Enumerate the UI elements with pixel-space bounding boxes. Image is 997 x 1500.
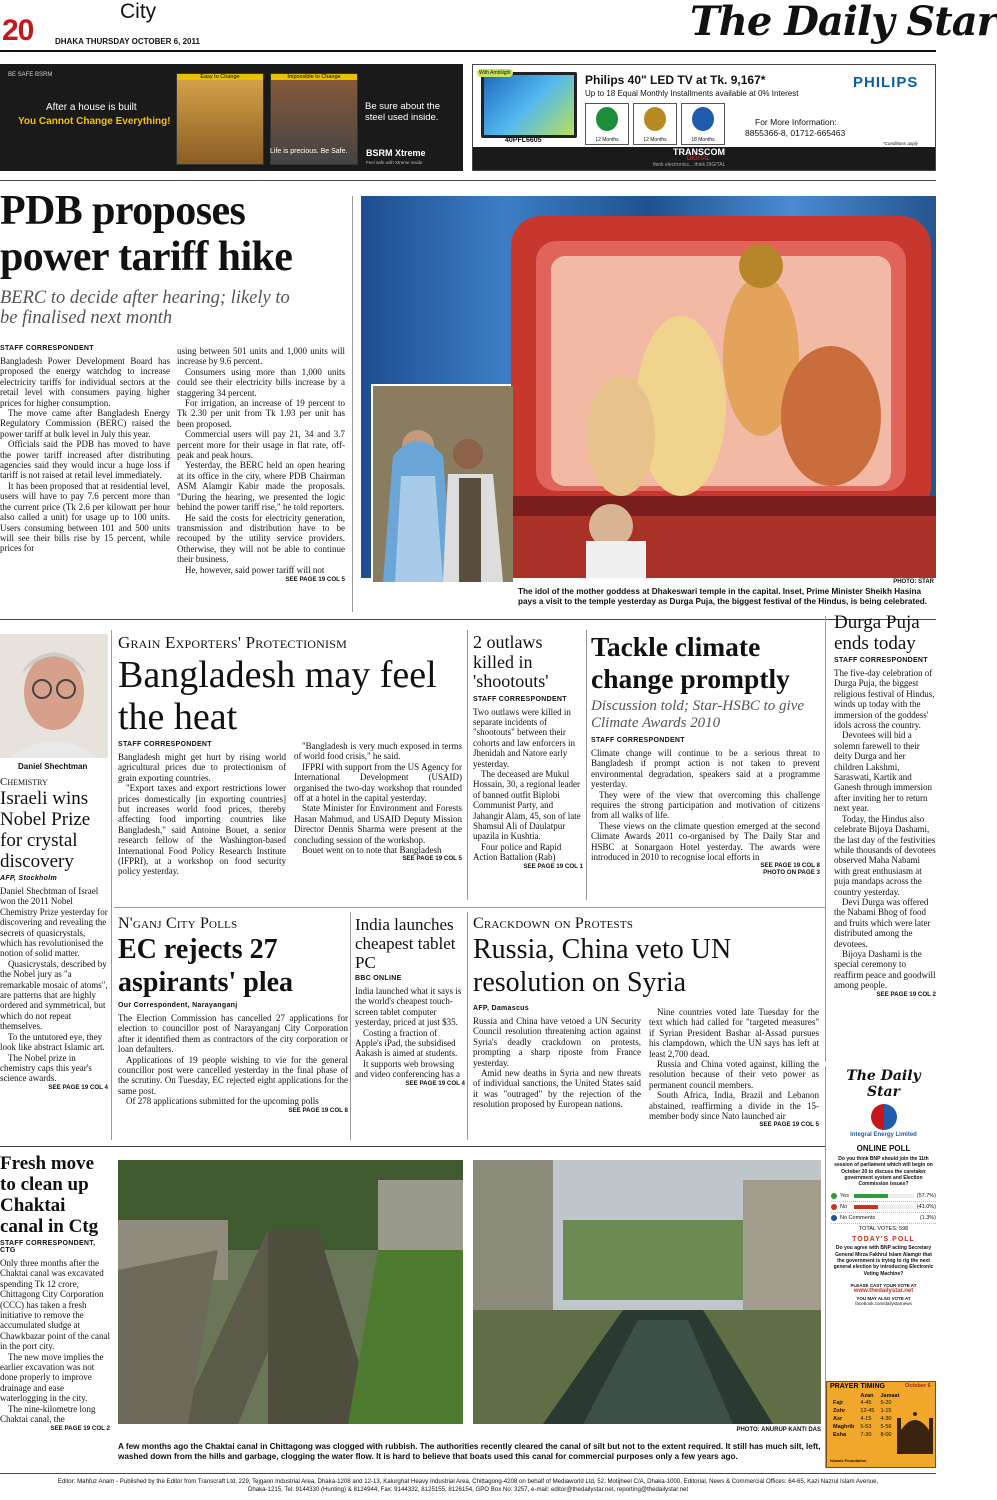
ad-bsrm-brand: BSRM Xtreme (366, 148, 426, 158)
lead-col-1 (0, 345, 170, 554)
ad-bsrm-thumb2-label: Impossible to Change (271, 74, 357, 80)
durga-body (834, 668, 936, 991)
lead-para: It has been proposed that at residential level, users will have to pay 7.6 percent more than the current price (Tk 2.6 per kilowatt per hour also called a unit) for usage up to 100 units. Users consuming between 101 and 500 units will see their bills rise by 15 percent, while prices for (0, 480, 170, 554)
grain-col-2 (294, 741, 462, 862)
today-poll-title: TODAY'S POLL (852, 1236, 915, 1244)
ad-bsrm-right1: Be sure about the (365, 101, 440, 112)
tablet-para: It supports web browsing and video conferencing has a (355, 1058, 460, 1080)
prayer-cell: 8-00 (880, 1432, 892, 1438)
poll-result-row (831, 1191, 936, 1202)
installment-badge-3 (681, 103, 725, 145)
today-poll-question: Do you agree with BNP acting Secretary General Mirza Fakhrul Islam Alamgir that the government is trying to rig the next general election by introducing Electronic Voting Machine? (833, 1245, 934, 1277)
prayer-row (830, 1423, 902, 1431)
prayer-header-cell: Azan (860, 1393, 874, 1399)
section-rule-1 (0, 619, 936, 620)
climate-body (591, 748, 820, 862)
lead-col-2 (177, 346, 345, 583)
canal-story[interactable] (0, 1153, 110, 1467)
ec-para: Applications of 19 people wishing to vie for the general councillor post were cancelled yesterday in the final phase of the scrutiny. On Tuesday, EC rejected eight applications for the same post. (118, 1054, 348, 1096)
prayer-header-cell: Jamaat (880, 1393, 900, 1399)
prayer-cell: 4-15 (860, 1416, 872, 1422)
prayer-title: PRAYER TIMING (830, 1383, 885, 1390)
syria-col-2 (649, 1007, 819, 1128)
ad-philips-model: 40PFL6605 (505, 137, 542, 144)
bank-logo-icon (596, 107, 618, 131)
ad-philips-conditions: *Conditions apply (883, 141, 919, 146)
installment-badge-1 (585, 103, 629, 145)
climate-para: These views on the climate question emerged at the second Climate Awards 2011 co-organised by The Daily Star and HSBC at Sonargaon Hotel yesterday. The awards were introduced in 2010 to recognise local efforts in (591, 820, 820, 863)
poll-option-dot-icon (831, 1204, 837, 1210)
lead-para: Yesterday, the BERC held an open hearing at its office in the city, where PDB Chairman ASM Alamgir Kabir made the proposals. "During the hearing, we presented the logic behind the power tariff rise," he told reporters. (177, 460, 345, 513)
prayer-cell: 5-53 (860, 1424, 872, 1430)
prayer-row (830, 1431, 902, 1439)
masthead-logo: The Daily Star (690, 0, 997, 45)
nobel-kicker: Chemistry (0, 776, 48, 788)
ec-para: Of 278 applications submitted for the upcoming polls (126, 1096, 319, 1107)
ec-divider (350, 912, 351, 1140)
durga-headline[interactable]: Durga Puja ends today (834, 612, 920, 654)
ad-bsrm[interactable] (0, 64, 463, 171)
ad-bsrm-tagline: Life is precious. Be Safe. (270, 148, 348, 155)
lead-para: He, however, said power tariff will not (185, 564, 325, 575)
lead-col1-text (0, 356, 170, 554)
lead-story[interactable] (0, 188, 352, 614)
prayer-cell: Zohr (833, 1408, 846, 1414)
nobel-para: Daniel Shechtman of Israel won the 2011 Nobel Chemistry Prize yesterday for discovering and revealing the secrets of quasicrystals, which has revolutionised the notion of solid matter. (0, 886, 108, 959)
poll-fb-url[interactable]: facebook.com/dailystarnews (855, 1300, 912, 1306)
tablet-byline: BBC ONLINE (355, 975, 402, 982)
clogged-canal-image (118, 1160, 463, 1424)
ad-philips-dealer-sub: DIGITAL (687, 156, 710, 162)
installment-badge-3-label: 18 Months (691, 137, 715, 143)
grain-kicker: Grain Exporters' Protectionism (118, 633, 347, 652)
poll-results (831, 1191, 936, 1224)
poll-option-label: No Comments (840, 1215, 876, 1222)
grain-para: Bouet went on to note that Bangladesh (302, 845, 442, 856)
syria-para: Nine countries voted late Tuesday for the text which had called for "targeted measures" if Syrian President Bashar al-Assad pursues his clampdown, which the UN says has left at least 2,700 dead. (649, 1007, 819, 1059)
prayer-cell: 4-30 (880, 1416, 892, 1422)
outlaws-para: The deceased are Mukul Hossain, 30, a regional leader of banned outfit Biplobi Communist Party, and Jahangir Alam, 45, son of late Shamsul Ali of Daulatpur upazila in Kushtia. (473, 768, 581, 842)
lead-para: The move came after Bangladesh Energy Regulatory Commission (BERC) raised the power tariff at bulk level in July this year. (0, 408, 170, 439)
prayer-cell: 12-45 (860, 1408, 875, 1414)
lead-see-more[interactable]: SEE PAGE 19 COL 5 (285, 575, 345, 583)
prayer-cell: 7-30 (860, 1432, 872, 1438)
poll-title: ONLINE POLL (856, 1144, 911, 1153)
prayer-row (830, 1407, 902, 1415)
lead-para: Consumers using more than 1,000 units could see their electricity bills increase by a staggering 34 percent. (177, 366, 345, 398)
page-number: 20 (2, 14, 34, 47)
prayer-row (830, 1415, 902, 1423)
nobel-story[interactable] (0, 634, 108, 1140)
outlaws-byline: STAFF CORRESPONDENT (473, 695, 567, 703)
syria-para: Amid new deaths in Syria and new threats of individual sanctions, the United States said it was "outraged" by the rejection of the resolution proposed by European nations. (473, 1068, 641, 1110)
grain-para: Bangladesh might get hurt by rising world agricultural prices due to protectionism of grain exporting countries. (118, 752, 286, 783)
ad-philips-info-phone: 8855366-8, 01712-665463 (745, 128, 846, 138)
puja-photo-credit: PHOTO: STAR (893, 579, 934, 585)
syria-byline: AFP, Damascus (473, 1005, 529, 1012)
prayer-table (830, 1393, 902, 1439)
prayer-cell: Asr (833, 1416, 843, 1422)
installment-badge-2-label: 12 Months (643, 137, 667, 143)
climate-story[interactable] (591, 631, 820, 901)
dateline: DHAKA THURSDAY OCTOBER 6, 2011 (55, 37, 200, 46)
canal-see-more[interactable]: SEE PAGE 19 COL 2 (50, 1424, 110, 1432)
ec-byline: Our Correspondent, Narayanganj (118, 1002, 238, 1009)
poll-option-percent: (57.7%) (916, 1193, 936, 1200)
grain-headline[interactable]: Bangladesh may feel the heat (118, 654, 437, 738)
ad-bsrm-brand-sub: Feel safe with Xtreme inside (366, 160, 423, 165)
syria-see-more[interactable]: SEE PAGE 19 COL 5 (759, 1121, 819, 1129)
online-poll[interactable] (831, 1068, 936, 1374)
ad-philips-info-label: For More Information: (755, 117, 837, 127)
grain-para: "Bangladesh is very much exposed in terms of world food crisis," he said. (294, 741, 462, 762)
ad-philips-dealer: TRANSCOM (673, 147, 725, 157)
durga-para: Devotees will bid a solemn farewell to their deity Durga and her children Lakshmi, Saraswati, Kartik and Ganesh through immersion after inviting her to return next year. (834, 730, 932, 814)
syria-para: South Africa, India, Brazil and Lebanon abstained, reaffirming a divide in the 15-member body since Nato launched air (649, 1090, 819, 1122)
lead-col2-text (177, 346, 345, 575)
installment-badge-1-label: 12 Months (595, 137, 619, 143)
outlaws-divider (586, 630, 587, 900)
daniel-shechtman-portrait (0, 634, 108, 758)
poll-total: TOTAL VOTES: 598 (858, 1226, 909, 1233)
lead-byline: STAFF CORRESPONDENT (0, 345, 94, 352)
outlaws-body (473, 707, 583, 863)
poll-logo: The Daily Star (846, 1068, 921, 1100)
section-rule-3 (0, 1146, 825, 1147)
climate-divider (825, 616, 826, 1062)
grain-para: "Export taxes and export restrictions lower prices domestically [in exporting countries] but increases world food prices, thereby affecting food importing countries like Bangladesh," said Antoine Bouet, a senior research fellow of the Washington-based International Food Policy Research Institute (IFPRI), at a workshop on food security policy yesterday. (118, 783, 286, 877)
grain-col-1 (118, 741, 286, 877)
outlaws-headline[interactable]: 2 outlaws killed in 'shootouts' (473, 632, 549, 691)
ec-headline[interactable]: EC rejects 27 aspirants' plea (118, 934, 294, 998)
canal-body (0, 1258, 110, 1425)
ec-body (118, 1013, 348, 1107)
tablet-see-more[interactable]: SEE PAGE 19 COL 4 (405, 1079, 465, 1087)
outlaws-para: Four police and Rapid Action Battalion (Rab) (473, 841, 562, 863)
prayer-cell: 1-15 (880, 1408, 892, 1414)
ad-philips-dealer-tag: think electronics... think DIGITAL (653, 162, 726, 168)
ad-philips-headline: Philips 40" LED TV at Tk. 9,167* (585, 73, 766, 87)
canal-para: Only three months after the Chaktai canal was excavated spending Tk 12 crore, Chittagong City Corporation (CCC) has taken a fresh initiative to remove the accumulated sludge at Chawkbazar point of the canal in the port city. (0, 1258, 110, 1352)
puja-photo-caption: The idol of the mother goddess at Dhakeswari temple in the capital. Inset, Prime Minister Sheikh Hasina pays a visit to the temple yesterday as Durga Puja, the biggest festival of the Hindus, is being celebrated. (518, 587, 928, 606)
ad-philips-dealer-bar (473, 147, 935, 170)
outlaws-see-more[interactable]: SEE PAGE 19 COL 1 (523, 862, 583, 870)
footer-rule (0, 1473, 936, 1474)
syria-col-1 (473, 1005, 641, 1110)
poll-option-bar-track (854, 1194, 914, 1198)
lead-headline[interactable]: PDB proposes power tariff hike (0, 188, 293, 280)
grain-story[interactable] (118, 633, 464, 905)
nobel-para: Quasicrystals, described by the Nobel jury as "a remarkable mosaic of atoms", are patterns that are highly ordered and symmetrical, but which do not repeat themselves. (0, 958, 108, 1032)
grain-para: IFPRI with support from the US Agency for International Development (USAID) organised the two-day workshop that rounded off at a hotel in the capital yesterday. (294, 761, 462, 804)
climate-para: Climate change will continue to be a serious threat to Bangladesh if prompt action is not taken to prevent environmental degradation, speakers said at a programme yesterday. (591, 748, 820, 790)
prayer-timing (826, 1381, 936, 1468)
lead-deck: BERC to decide after hearing; likely to be finalised next month (0, 288, 290, 328)
poll-sponsor: Integral Energy Limited (850, 1132, 917, 1138)
tablet-story[interactable] (355, 915, 465, 1141)
climate-headline[interactable]: Tackle climate change promptly (591, 631, 790, 694)
poll-result-row (831, 1202, 936, 1213)
outlaws-para: Two outlaws were killed in separate incidents of "shootouts" between their cohorts and law enforcers in Jhenidah and Natore early yesterday. (473, 706, 575, 769)
climate-see-more[interactable]: SEE PAGE 19 COL 8 (760, 862, 820, 870)
lead-para: using between 501 units and 1,000 units will increase by 9.6 percent. (177, 346, 345, 367)
ad-bsrm-line1: After a house is built (46, 102, 137, 113)
durga-para: Bijoya Dashami is the special ceremony to reaffirm peace and goodwill among people. (834, 948, 936, 991)
durga-para: The five-day celebration of Durga Puja, the biggest religious festival of Hindus, winds up today with the immersion of the goddess' idols across the country. (834, 668, 935, 731)
poll-option-label: No (840, 1204, 848, 1211)
poll-question: Do you think BNP should join the 11th session of parliament which will begin on October 20 to discuss the caretaker government system and Election Commission issues? (834, 1156, 933, 1188)
durga-see-more[interactable]: SEE PAGE 19 COL 2 (876, 990, 936, 998)
canal-photo-caption: A few months ago the Chaktai canal in Chittagong was clogged with rubbish. The authorities recently cleared the canal of silt but not to the extent required. It still has much silt, left, washed down from the hills and garbage, clogging the water flow. It is hard to believe that boats used this canal for commercial purposes only a few years ago. (118, 1442, 821, 1461)
section-rule-2 (114, 907, 825, 908)
syria-story[interactable] (473, 915, 821, 1141)
lead-para: For irrigation, an increase of 19 percent to Tk 2.30 per unit from Tk 1.93 per unit has been proposed. (177, 398, 345, 429)
ec-see-more[interactable]: SEE PAGE 19 COL 8 (288, 1106, 348, 1114)
syria-kicker: Crackdown on Protests (473, 915, 634, 932)
lead-divider (352, 196, 353, 612)
syria-headline[interactable]: Russia, China veto UN resolution on Syria (473, 934, 732, 998)
poll-option-bar-track (854, 1205, 914, 1209)
grain-para: State Minister for Environment and Forests Hasan Mahmud, and USAID Deputy Mission Director Dennis Sharma were present at the concluding session of the workshop. (294, 803, 462, 845)
canal-headline[interactable]: Fresh move to clean up Chaktai canal in Ctg (0, 1153, 99, 1237)
prayer-cell: Maghrib (833, 1424, 855, 1430)
grain-byline: STAFF CORRESPONDENT (118, 741, 212, 748)
tablet-headline[interactable]: India launches cheapest tablet PC (355, 915, 456, 972)
grain-col2-text (294, 741, 462, 855)
outlaws-story[interactable] (473, 633, 583, 903)
canal-byline: STAFF CORRESPONDENT, CTG (0, 1240, 96, 1254)
lead-para: Officials said the PDB has moved to have the power tariff increased after distributing agencies said they would incur a huge loss if tariff is not raised at retail level immediately. (0, 439, 170, 481)
syria-para: Russia and China have vetoed a UN Security Council resolution threatening action against Syria's deadly crackdown on protests, prompting a sharp riposte from France yesterday. (473, 1016, 641, 1068)
durga-story[interactable] (834, 612, 936, 1064)
prayer-cell: 4-45 (860, 1400, 872, 1406)
ad-bsrm-line2: You Cannot Change Everything! (18, 116, 171, 127)
ec-story[interactable] (118, 915, 348, 1141)
canal-para: The new move implies the earlier excavation was not done properly to improve drainage and ease waterlogging in the city. (0, 1351, 104, 1404)
ec-para: The Election Commission has cancelled 27 applications for election to councillor post of Narayanganj City Corporation after it identified them as contractors of the city corporation or loan defaulters. (118, 1013, 348, 1055)
prayer-row (830, 1399, 902, 1407)
climate-deck: Discussion told; Star-HSBC to give Climate Awards 2010 (591, 698, 805, 731)
canal-photo-right[interactable] (473, 1160, 821, 1424)
ad-philips-tv (481, 72, 577, 138)
section-label: City (120, 0, 157, 23)
poll-option-label: Yes (840, 1193, 849, 1200)
ad-bsrm-thumb1-label: Easy to Change (177, 74, 263, 80)
grain-see-more[interactable]: SEE PAGE 19 COL 5 (402, 855, 462, 863)
durga-para: Devi Durga was offered the Nabami Bhog of food and fruits which were later distributed among the devotees. (834, 896, 931, 949)
shechtman-name: Daniel Shechtman (18, 762, 88, 771)
poll-option-bar (854, 1205, 878, 1209)
nobel-headline[interactable]: Israeli wins Nobel Prize for crystal discovery (0, 788, 91, 872)
climate-photo-link[interactable]: PHOTO ON PAGE 3 (763, 869, 820, 877)
poll-option-percent: (41.0%) (916, 1204, 936, 1211)
cleared-canal-image (473, 1160, 821, 1424)
ad-philips-badges (585, 103, 745, 145)
ad-bsrm-brand-top: BE SAFE BSRM (8, 72, 53, 78)
nobel-para: The Nobel prize in chemistry caps this year's science awards. (0, 1052, 92, 1084)
ad-rule (0, 180, 936, 181)
footer-line2: Dhaka-1215, Tel: 9144330 (Hunting) & 8124944, Fax: 9144332, 8125155, 8126154, GPO Box No: 3257, e-mail: editor@thedailystar.net, reporting@thedailystar.net (247, 1486, 689, 1493)
prayer-source: Islamic Foundation (830, 1458, 867, 1463)
bank-logo-icon (644, 107, 666, 131)
shechtman-photo (0, 634, 108, 758)
ad-philips[interactable] (472, 64, 936, 171)
ad-philips-badge: With Ambilight (479, 70, 511, 76)
tablet-para: India launched what it says is the world's cheapest touch-screen tablet computer yesterday, priced at just $35. (355, 986, 462, 1028)
durga-para: Today, the Hindus also celebrate Bijoya Dashami, the last day of the festivities while thousands of devotees observed Maha Nabami with great enthusiasm at puja mandaps across the country yesterday. (834, 813, 936, 897)
poll-option-bar (854, 1194, 888, 1198)
poll-url[interactable]: www.thedailystar.net (853, 1287, 914, 1294)
tablet-divider (467, 912, 468, 1140)
lead-para: Commercial users will pay 21, 34 and 3.7 percent more for their usage in flat rate, off-peak and peak hours. (177, 429, 345, 461)
nobel-para: To the untutored eye, they look like abstract Islamic art. (0, 1031, 105, 1053)
mosque-icon (897, 1404, 933, 1454)
puja-inset-photo[interactable] (371, 384, 511, 580)
poll-option-dot-icon (831, 1215, 837, 1221)
ad-philips-subline: Up to 18 Equal Monthly Installments available at 0% Interest (585, 89, 799, 98)
grain-divider (467, 630, 468, 900)
poll-fb-label: YOU MAY ALSO VOTE AT (856, 1295, 911, 1301)
nobel-divider (111, 630, 112, 1140)
ad-bsrm-thumb1 (176, 73, 264, 165)
lead-para: Bangladesh Power Development Board has proposed the energy watchdog to increase electricity tariffs for individual sectors at the retail level with consumers paying higher prices for higher consumption. (0, 356, 170, 408)
poll-result-row (831, 1213, 936, 1224)
ec-kicker: N'ganj City Polls (118, 915, 238, 932)
poll-option-percent: (1.3%) (919, 1215, 936, 1222)
prayer-date: October 6 (905, 1383, 931, 1389)
climate-para: They were of the view that overcoming this challenge requires the strong participation and motivation of citizens from all walks of life. (591, 789, 820, 821)
prayer-cell: Esha (833, 1432, 847, 1438)
durga-byline: STAFF CORRESPONDENT (834, 657, 928, 664)
grain-col1-text (118, 752, 286, 877)
poll-sponsor-icon (871, 1104, 897, 1130)
syria-col1-text (473, 1016, 641, 1110)
masthead (0, 0, 997, 58)
installment-badge-2 (633, 103, 677, 145)
canal-photo-credit: PHOTO: ANURUP KANTI DAS (736, 1427, 821, 1433)
bank-logo-icon (692, 107, 714, 131)
tablet-para: Costing a fraction of Apple's iPad, the subsidised Aakash is aimed at students. (355, 1027, 458, 1059)
syria-para: Russia and China voted against, killing the resolution because of their veto power as permanent council members. (649, 1059, 819, 1090)
masthead-rule (0, 50, 936, 52)
ad-philips-brand: PHILIPS (853, 74, 919, 91)
prayer-cell: Fajr (833, 1400, 844, 1406)
nobel-body (0, 886, 108, 1084)
ad-bsrm-right2: steel used inside. (365, 112, 439, 123)
prayer-cell: 5-20 (880, 1400, 892, 1406)
canal-photo-left[interactable] (118, 1160, 463, 1424)
canal-para: The nine-kilometre long Chaktai canal, the (0, 1403, 96, 1425)
footer-line1: Editor: Mahfuz Anam - Published by the Editor from Transcraft Ltd, 229, Tejgaon Industrial Area, Dhaka-1208 and 12-13, Kalurghat Heavy Industrial Area, Chittagong-4208 on behalf of Mediaworld Ltd, 52, Motijheel C/A, Dhaka-1000. Editorial, News & Commercial Offices: 64-65, Kazi Nazrul Islam Avenue, (57, 1478, 879, 1485)
prime-minister-visit-image (373, 386, 513, 582)
lead-para: He said the costs for electricity generation, transmission and distribution have to be recouped by the utility service providers. Otherwise, they will not be able to continue their business. (177, 512, 345, 565)
nobel-byline: AFP, Stockholm (0, 875, 57, 882)
poll-cast-label: PLEASE CAST YOUR VOTE AT (850, 1282, 917, 1288)
prayer-cell: 5-56 (880, 1424, 892, 1430)
poll-option-dot-icon (831, 1193, 837, 1199)
syria-col2-text (649, 1007, 819, 1121)
footer-imprint (2, 1478, 934, 1494)
climate-byline: STAFF CORRESPONDENT (591, 737, 685, 744)
tablet-body (355, 986, 465, 1080)
nobel-see-more[interactable]: SEE PAGE 19 COL 4 (48, 1083, 108, 1091)
